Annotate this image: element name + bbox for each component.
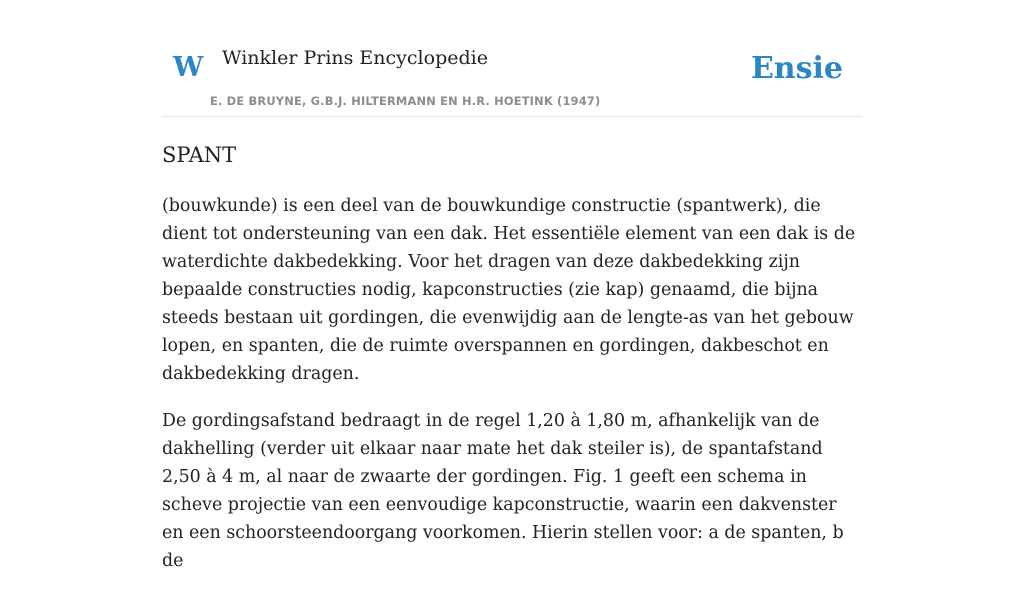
article-paragraph: De gordingsafstand bedraagt in de regel 1,20 à 1,80 m, afhankelijk van de dakhelling (verder uit elkaar naar mate het dak steiler is), de spantafstand 2,50 à 4 m, al naar de zwaarte der gordingen. Fig. 1 geeft een schema in scheve projectie van een eenvoudige kapconstructie, waarin een dakvenster en een schoorsteendoorgang voorkomen. Hierin stellen voor: a de spanten, b de [162,411,844,571]
article-title: SPANT [162,143,237,167]
source-logo[interactable]: W [173,52,204,83]
article-body [162,192,862,594]
source-authors: E. DE BRUYNE, G.B.J. HILTERMANN EN H.R. HOETINK (1947) [210,94,601,108]
source-header [162,0,862,117]
article-paragraph: (bouwkunde) is een deel van de bouwkundige constructie (spantwerk), die dient tot ondersteuning van een dak. Het essentiële element van een dak is de waterdichte dakbedekking. Voor het dragen van deze dakbedekking zijn bepaalde constructies nodig, kapconstructies (zie kap) genaamd, die bijna steeds bestaan uit gordingen, die evenwijdig aan de lengte-as van het gebouw lopen, en spanten, die de ruimte overspannen en gordingen, dakbeschot en dakbedekking dragen. [162,196,856,384]
source-title[interactable]: Winkler Prins Encyclopedie [222,47,488,69]
brand-logo[interactable]: Ensie [750,51,843,86]
